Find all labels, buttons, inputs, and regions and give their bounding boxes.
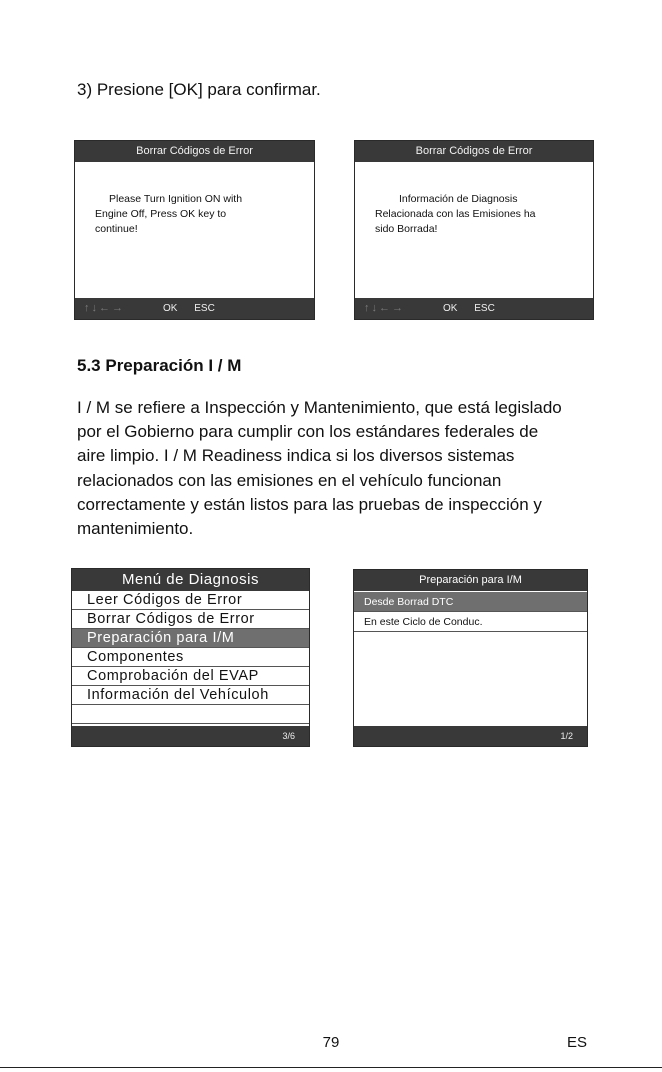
menu-item[interactable]: Desde Borrad DTC	[354, 592, 587, 612]
menu-item[interactable]: Borrar Códigos de Error	[72, 610, 309, 629]
screen-im-readiness	[353, 569, 588, 747]
screen-footer	[75, 298, 314, 319]
screen-title: Menú de Diagnosis	[72, 569, 309, 591]
arrow-keys-icon: ↑↓←→	[364, 302, 405, 314]
arrow-keys-icon: ↑↓←→	[84, 302, 125, 314]
esc-key-label: ESC	[194, 303, 215, 314]
step-3-text: 3) Presione [OK] para confirmar.	[77, 80, 321, 99]
screen-title: Preparación para I/M	[354, 570, 587, 591]
screen-title: Borrar Códigos de Error	[75, 141, 314, 162]
section-heading: 5.3 Preparación I / M	[77, 356, 242, 375]
language-code: ES	[567, 1034, 588, 1051]
screen-footer	[355, 298, 593, 319]
page-indicator: 1/2	[354, 726, 587, 746]
footer-rule	[0, 1067, 662, 1068]
screen-message: Please Turn Ignition ON with Engine Off, Press OK key to continue!	[95, 193, 243, 235]
screen-clear-codes-prompt	[74, 140, 315, 320]
esc-key-label: ESC	[474, 303, 495, 314]
menu-item[interactable]	[72, 705, 309, 724]
menu-item[interactable]: Preparación para I/M	[72, 629, 309, 648]
menu-item[interactable]: Componentes	[72, 648, 309, 667]
menu-list	[354, 592, 587, 632]
menu-list	[72, 591, 309, 724]
menu-item[interactable]: En este Ciclo de Conduc.	[354, 612, 587, 632]
screen-message: Información de Diagnosis Relacionada con las Emisiones ha sido Borrada!	[375, 193, 536, 235]
menu-item[interactable]: Información del Vehículoh	[72, 686, 309, 705]
body-paragraph: I / M se refiere a Inspección y Mantenimiento, que está legislado por el Gobierno para cumplir con los estándares federales de aire limpio. I / M Readiness indica si los diversos sistemas relacionados con las emisiones en el vehículo funcionan correctamente y están listos para las pruebas de inspección y mantenimiento.	[77, 398, 562, 539]
ok-key-label: OK	[443, 303, 458, 314]
screen-clear-codes-done	[354, 140, 594, 320]
ok-key-label: OK	[163, 303, 178, 314]
screen-title: Borrar Códigos de Error	[355, 141, 593, 162]
menu-item[interactable]: Leer Códigos de Error	[72, 591, 309, 610]
page-number: 79	[322, 1034, 340, 1051]
page-indicator: 3/6	[72, 726, 309, 746]
screen-diagnosis-menu	[71, 568, 310, 747]
menu-item[interactable]: Comprobación del EVAP	[72, 667, 309, 686]
